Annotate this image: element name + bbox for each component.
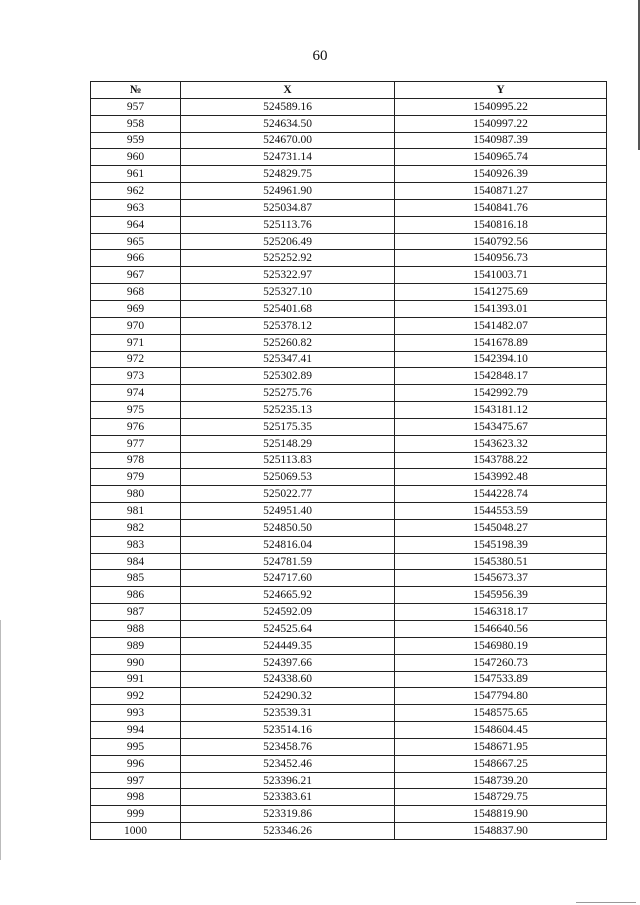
table-row <box>91 654 607 671</box>
table-row <box>91 688 607 705</box>
cell-number: 983 <box>91 536 181 553</box>
cell-number: 977 <box>91 435 181 452</box>
cell-y: 1545198.39 <box>395 536 607 553</box>
cell-x: 524731.14 <box>181 149 395 166</box>
cell-x: 523396.21 <box>181 772 395 789</box>
scan-mark-bottom <box>576 902 636 903</box>
cell-number: 967 <box>91 267 181 284</box>
table-row <box>91 671 607 688</box>
cell-y: 1543992.48 <box>395 469 607 486</box>
table-row <box>91 604 607 621</box>
table-row <box>91 385 607 402</box>
cell-number: 995 <box>91 738 181 755</box>
cell-y: 1540871.27 <box>395 183 607 200</box>
cell-number: 975 <box>91 402 181 419</box>
cell-number: 999 <box>91 806 181 823</box>
cell-y: 1548819.90 <box>395 806 607 823</box>
header-row <box>91 82 607 99</box>
cell-x: 524525.64 <box>181 621 395 638</box>
table-row <box>91 166 607 183</box>
cell-x: 524717.60 <box>181 570 395 587</box>
cell-y: 1548739.20 <box>395 772 607 789</box>
cell-number: 974 <box>91 385 181 402</box>
cell-number: 985 <box>91 570 181 587</box>
cell-x: 524589.16 <box>181 98 395 115</box>
table-row <box>91 587 607 604</box>
cell-x: 525252.92 <box>181 250 395 267</box>
cell-y: 1541482.07 <box>395 317 607 334</box>
coordinates-table <box>90 81 607 840</box>
table-row <box>91 772 607 789</box>
cell-number: 963 <box>91 199 181 216</box>
cell-number: 989 <box>91 637 181 654</box>
cell-y: 1546318.17 <box>395 604 607 621</box>
table-row <box>91 115 607 132</box>
cell-x: 525378.12 <box>181 317 395 334</box>
cell-x: 524829.75 <box>181 166 395 183</box>
cell-y: 1547794.80 <box>395 688 607 705</box>
cell-y: 1548837.90 <box>395 823 607 840</box>
table-row <box>91 149 607 166</box>
table-row <box>91 368 607 385</box>
table-row <box>91 267 607 284</box>
cell-y: 1540987.39 <box>395 132 607 149</box>
cell-x: 525302.89 <box>181 368 395 385</box>
table-row <box>91 553 607 570</box>
cell-x: 524951.40 <box>181 503 395 520</box>
cell-y: 1540956.73 <box>395 250 607 267</box>
cell-number: 961 <box>91 166 181 183</box>
table-row <box>91 486 607 503</box>
cell-x: 525022.77 <box>181 486 395 503</box>
cell-x: 525113.76 <box>181 216 395 233</box>
cell-y: 1545380.51 <box>395 553 607 570</box>
cell-number: 957 <box>91 98 181 115</box>
cell-x: 524781.59 <box>181 553 395 570</box>
cell-number: 980 <box>91 486 181 503</box>
table-row <box>91 402 607 419</box>
cell-x: 525069.53 <box>181 469 395 486</box>
cell-number: 991 <box>91 671 181 688</box>
cell-x: 523383.61 <box>181 789 395 806</box>
table-row <box>91 789 607 806</box>
cell-y: 1543475.67 <box>395 418 607 435</box>
table-row <box>91 435 607 452</box>
cell-y: 1542992.79 <box>395 385 607 402</box>
cell-number: 990 <box>91 654 181 671</box>
cell-number: 997 <box>91 772 181 789</box>
cell-y: 1544553.59 <box>395 503 607 520</box>
table-row <box>91 284 607 301</box>
table-row <box>91 738 607 755</box>
cell-y: 1542848.17 <box>395 368 607 385</box>
table-row <box>91 469 607 486</box>
cell-number: 970 <box>91 317 181 334</box>
cell-y: 1548575.65 <box>395 705 607 722</box>
cell-y: 1543623.32 <box>395 435 607 452</box>
cell-y: 1548671.95 <box>395 738 607 755</box>
cell-y: 1547533.89 <box>395 671 607 688</box>
cell-x: 524850.50 <box>181 519 395 536</box>
cell-number: 981 <box>91 503 181 520</box>
table-row <box>91 183 607 200</box>
table-row <box>91 300 607 317</box>
cell-number: 979 <box>91 469 181 486</box>
cell-y: 1541275.69 <box>395 284 607 301</box>
cell-y: 1540965.74 <box>395 149 607 166</box>
cell-y: 1540997.22 <box>395 115 607 132</box>
cell-x: 523514.16 <box>181 722 395 739</box>
cell-number: 973 <box>91 368 181 385</box>
table-row <box>91 806 607 823</box>
table-row <box>91 418 607 435</box>
cell-y: 1540792.56 <box>395 233 607 250</box>
cell-y: 1542394.10 <box>395 351 607 368</box>
cell-number: 959 <box>91 132 181 149</box>
table-row <box>91 637 607 654</box>
cell-x: 525401.68 <box>181 300 395 317</box>
cell-y: 1540926.39 <box>395 166 607 183</box>
cell-number: 976 <box>91 418 181 435</box>
cell-y: 1545956.39 <box>395 587 607 604</box>
cell-x: 523346.26 <box>181 823 395 840</box>
cell-y: 1548729.75 <box>395 789 607 806</box>
cell-number: 993 <box>91 705 181 722</box>
table-row <box>91 452 607 469</box>
table-row <box>91 98 607 115</box>
cell-number: 1000 <box>91 823 181 840</box>
cell-x: 524634.50 <box>181 115 395 132</box>
cell-x: 525175.35 <box>181 418 395 435</box>
header-x: X <box>181 82 395 99</box>
table-row <box>91 621 607 638</box>
cell-number: 968 <box>91 284 181 301</box>
header-number: № <box>91 82 181 99</box>
cell-x: 523452.46 <box>181 755 395 772</box>
cell-number: 984 <box>91 553 181 570</box>
page-number: 60 <box>312 48 328 64</box>
cell-number: 964 <box>91 216 181 233</box>
cell-y: 1548667.25 <box>395 755 607 772</box>
cell-number: 969 <box>91 300 181 317</box>
cell-y: 1541393.01 <box>395 300 607 317</box>
cell-number: 965 <box>91 233 181 250</box>
cell-number: 998 <box>91 789 181 806</box>
table-row <box>91 216 607 233</box>
cell-x: 525275.76 <box>181 385 395 402</box>
cell-x: 525347.41 <box>181 351 395 368</box>
table-row <box>91 755 607 772</box>
cell-number: 987 <box>91 604 181 621</box>
cell-x: 525260.82 <box>181 334 395 351</box>
cell-y: 1540995.22 <box>395 98 607 115</box>
cell-number: 962 <box>91 183 181 200</box>
cell-x: 524290.32 <box>181 688 395 705</box>
table-row <box>91 199 607 216</box>
cell-y: 1545673.37 <box>395 570 607 587</box>
table-row <box>91 351 607 368</box>
cell-x: 525206.49 <box>181 233 395 250</box>
cell-x: 524449.35 <box>181 637 395 654</box>
scan-edge-left <box>0 620 1 860</box>
cell-number: 966 <box>91 250 181 267</box>
cell-number: 992 <box>91 688 181 705</box>
cell-x: 524961.90 <box>181 183 395 200</box>
cell-y: 1540841.76 <box>395 199 607 216</box>
cell-x: 525148.29 <box>181 435 395 452</box>
cell-number: 994 <box>91 722 181 739</box>
header-y: Y <box>395 82 607 99</box>
cell-y: 1546980.19 <box>395 637 607 654</box>
table-row <box>91 823 607 840</box>
cell-y: 1545048.27 <box>395 519 607 536</box>
cell-x: 524397.66 <box>181 654 395 671</box>
cell-number: 986 <box>91 587 181 604</box>
cell-x: 523539.31 <box>181 705 395 722</box>
cell-x: 524592.09 <box>181 604 395 621</box>
cell-x: 525327.10 <box>181 284 395 301</box>
table-row <box>91 722 607 739</box>
cell-x: 525034.87 <box>181 199 395 216</box>
cell-x: 523458.76 <box>181 738 395 755</box>
cell-number: 971 <box>91 334 181 351</box>
cell-y: 1540816.18 <box>395 216 607 233</box>
cell-y: 1543181.12 <box>395 402 607 419</box>
table-row <box>91 519 607 536</box>
cell-y: 1543788.22 <box>395 452 607 469</box>
cell-x: 524338.60 <box>181 671 395 688</box>
cell-x: 524665.92 <box>181 587 395 604</box>
cell-y: 1548604.45 <box>395 722 607 739</box>
table-row <box>91 536 607 553</box>
cell-x: 524670.00 <box>181 132 395 149</box>
table-header <box>91 82 607 99</box>
table-row <box>91 334 607 351</box>
cell-x: 525322.97 <box>181 267 395 284</box>
table-row <box>91 317 607 334</box>
table-body <box>91 98 607 839</box>
cell-number: 996 <box>91 755 181 772</box>
cell-x: 524816.04 <box>181 536 395 553</box>
cell-number: 982 <box>91 519 181 536</box>
cell-x: 525113.83 <box>181 452 395 469</box>
cell-y: 1541003.71 <box>395 267 607 284</box>
table-row <box>91 503 607 520</box>
cell-y: 1547260.73 <box>395 654 607 671</box>
cell-number: 958 <box>91 115 181 132</box>
table-row <box>91 570 607 587</box>
cell-number: 988 <box>91 621 181 638</box>
cell-number: 972 <box>91 351 181 368</box>
cell-number: 978 <box>91 452 181 469</box>
table-row <box>91 233 607 250</box>
cell-y: 1546640.56 <box>395 621 607 638</box>
table-row <box>91 132 607 149</box>
cell-x: 523319.86 <box>181 806 395 823</box>
cell-number: 960 <box>91 149 181 166</box>
cell-y: 1544228.74 <box>395 486 607 503</box>
cell-y: 1541678.89 <box>395 334 607 351</box>
cell-x: 525235.13 <box>181 402 395 419</box>
table-row <box>91 250 607 267</box>
table-row <box>91 705 607 722</box>
